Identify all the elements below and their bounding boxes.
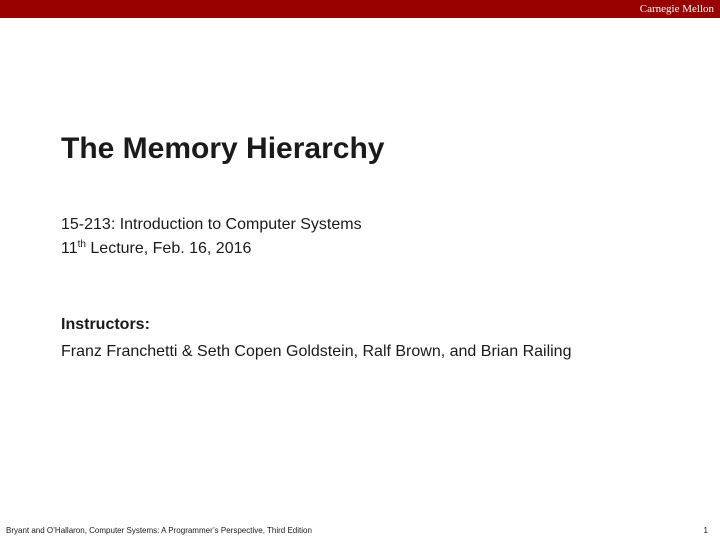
- instructors-block: [61, 311, 571, 365]
- lecture-number: 11: [61, 240, 78, 257]
- lecture-line: [61, 237, 362, 261]
- footer-source: Bryant and O’Hallaron, Computer Systems: A Programmer’s Perspective, Third Edition: [6, 526, 312, 535]
- header-bar: [0, 0, 720, 18]
- slide-title: The Memory Hierarchy: [61, 132, 385, 165]
- page-number: 1: [703, 526, 708, 535]
- course-line: 15-213: Introduction to Computer Systems: [61, 216, 362, 233]
- slide-subtitle: [61, 213, 362, 261]
- lecture-ordinal-suffix: th: [77, 239, 86, 250]
- lecture-date: Lecture, Feb. 16, 2016: [85, 240, 252, 257]
- instructors-names: Franz Franchetti & Seth Copen Goldstein, Ralf Brown, and Brian Railing: [61, 343, 572, 360]
- instructors-heading: Instructors:: [61, 316, 150, 333]
- brand-wordmark: Carnegie Mellon: [639, 3, 714, 15]
